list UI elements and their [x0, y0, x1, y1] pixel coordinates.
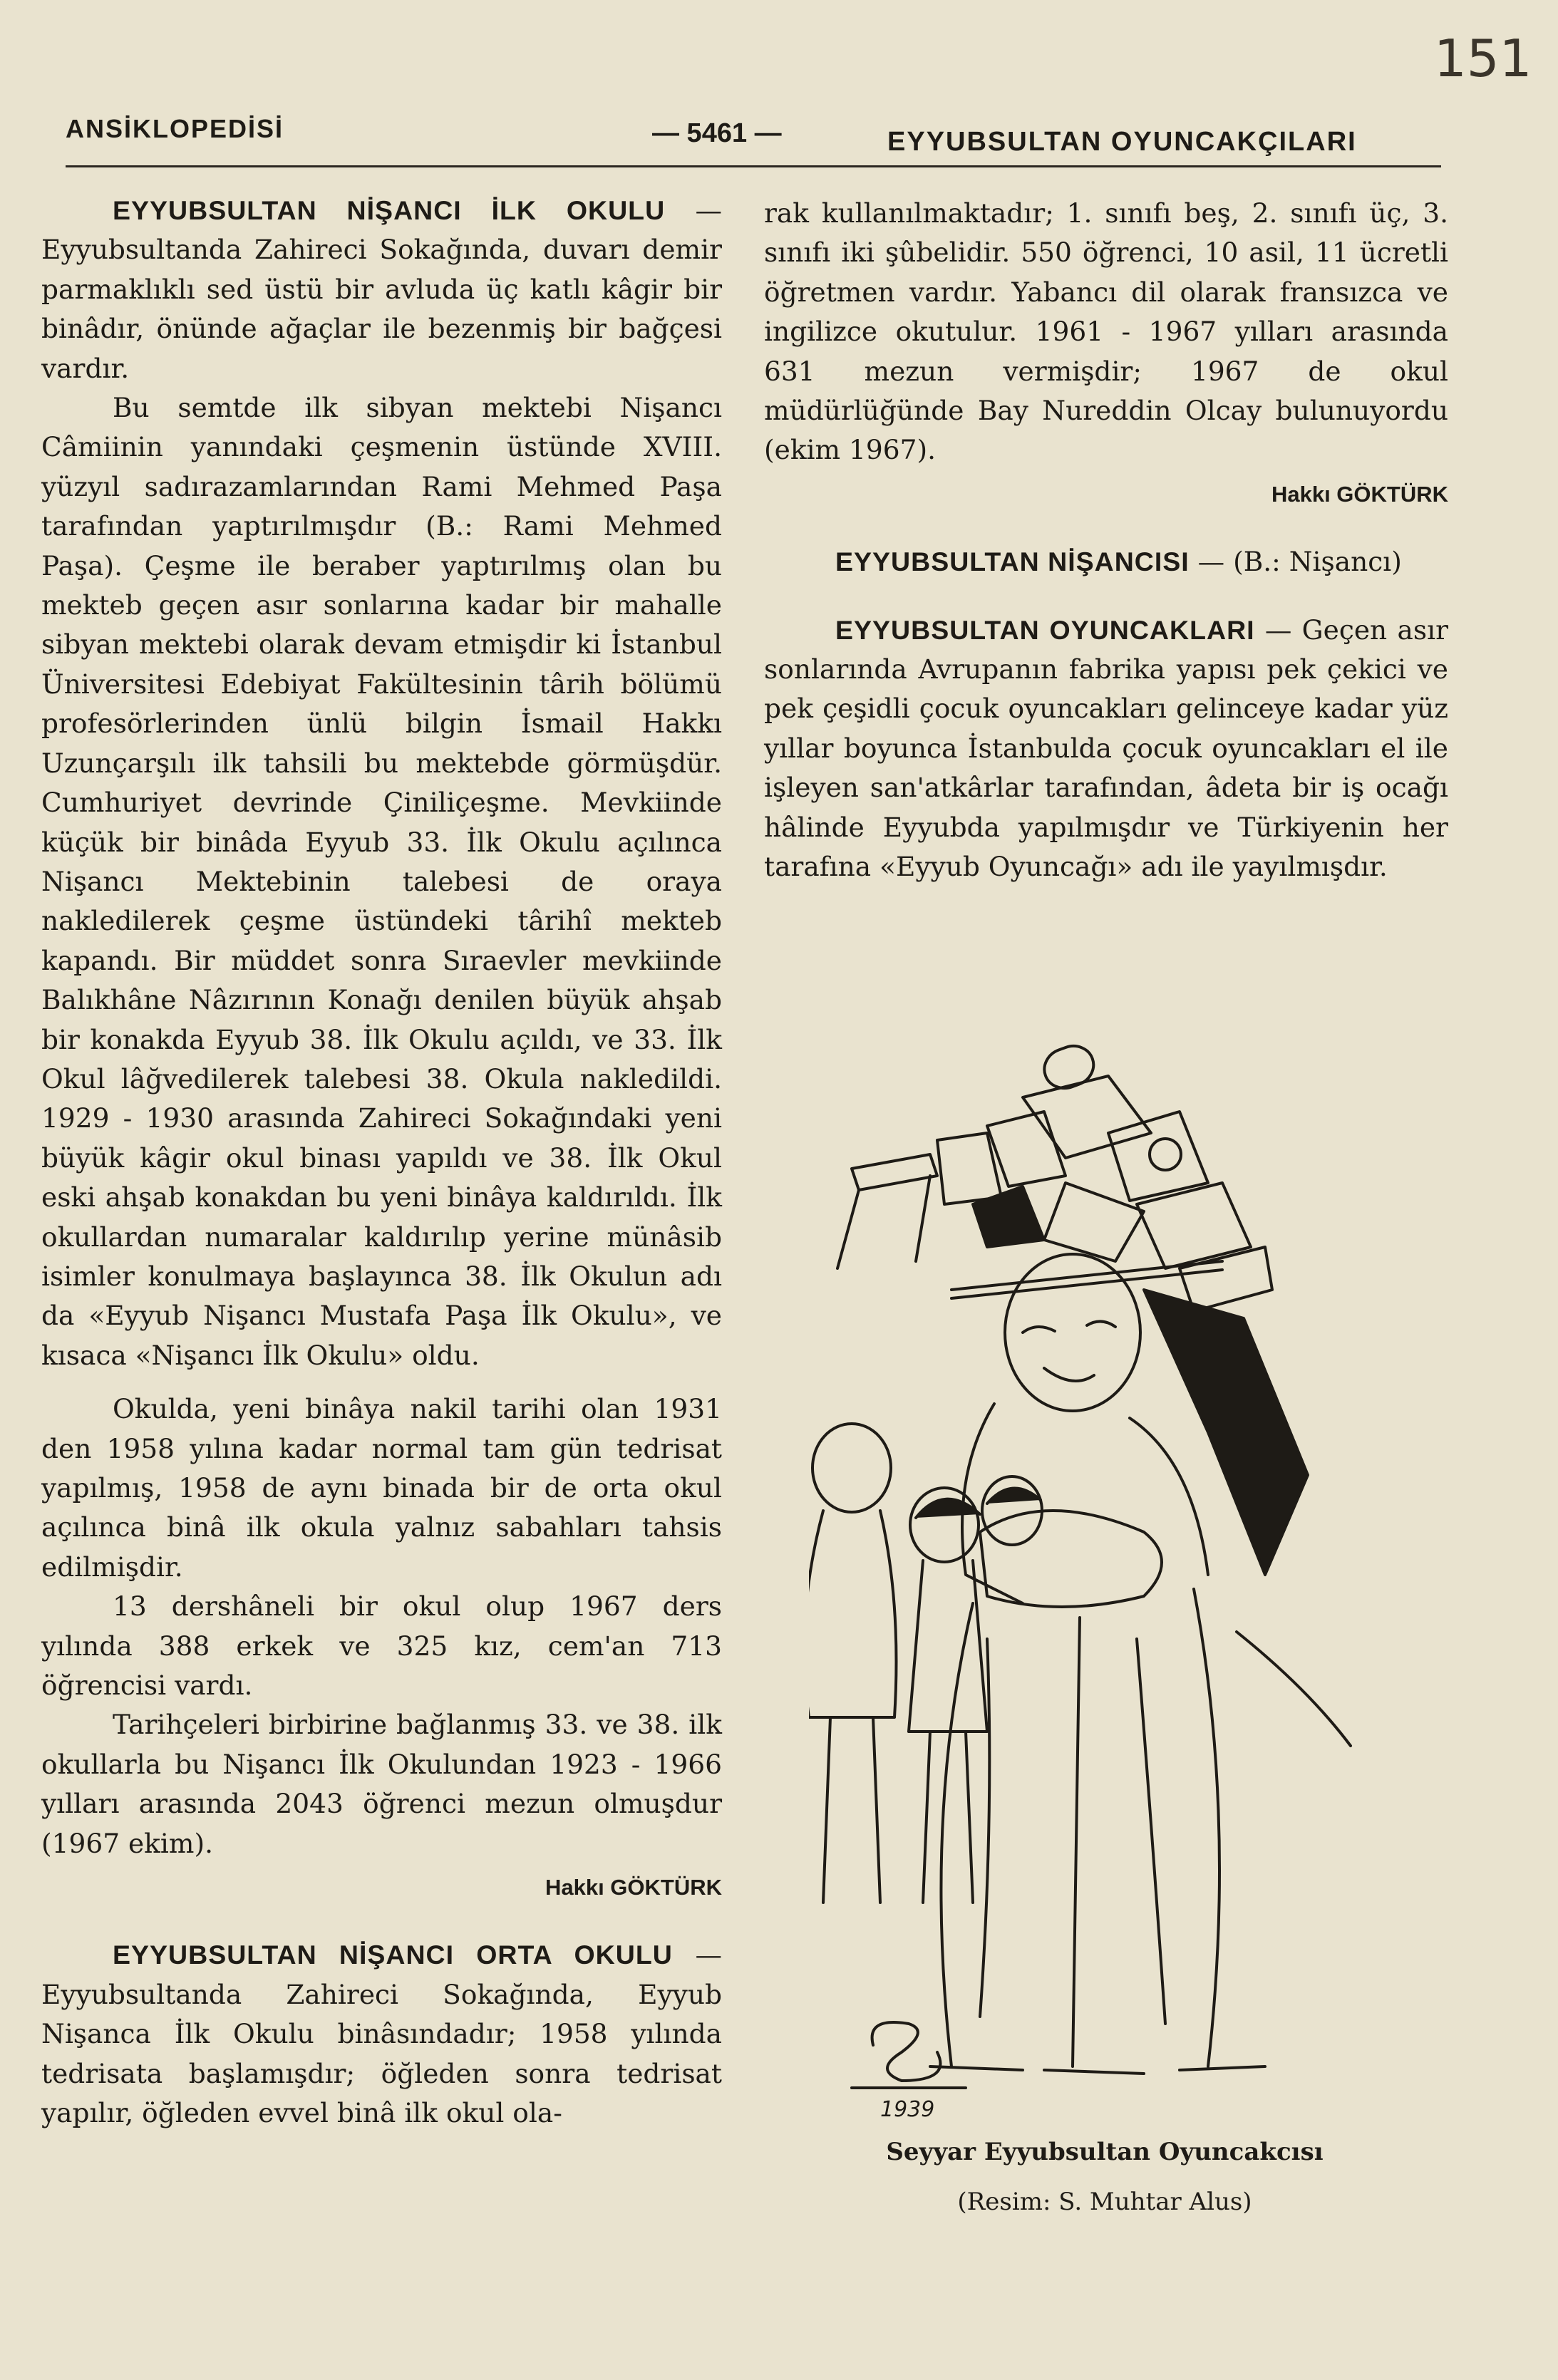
- figure-caption: Seyyar Eyyubsultan Oyuncakcısı: [886, 2138, 1324, 2166]
- children-figures: [809, 1424, 1042, 1903]
- paragraph: Tarihçeleri birbirine bağlanmış 33. ve 38. ilk okullarla bu Nişancı İlk Okulundan 1923 - 1966 yılları arasında 2043 öğrenci mezun olmuşdur (1967 ekim).: [41, 1709, 722, 1859]
- article-text: — Eyyubsultanda Zahireci Sokağında, duvarı demir parmaklıklı sed üstü bir avluda üç katlı kâgir bir binâdır, önünde ağaçlar ile bezenmiş bir bağçesi vardır.: [41, 195, 723, 384]
- author-signature: Hakkı GÖKTÜRK: [545, 1875, 722, 1900]
- article-text: — Geçen asır sonlarında Avrupanın fabrika yapısı pek çekici ve pek çeşidli çocuk oyuncakları gelinceye kadar yüz yıllar boyunca İstanbulda çocuk oyuncakları el ile işleyen san'atkârlar tarafından, âdeta bir iş ocağı hâlinde Eyyubda yapılmışdır ve Türkiyenin her tarafına «Eyyub Oyuncağı» adı ile yayılmışdır.: [764, 614, 1448, 883]
- paragraph: rak kullanılmaktadır; 1. sınıfı beş, 2. sınıfı üç, 3. sınıfı iki şûbelidir. 550 öğrenci, 10 asil, 11 ücretli öğretmen vardır. Yabancı dil olarak fransızca ve ingilizce okutulur. 1961 - 1967 yılları arasında 631 mezun vermişdir; 1967 de okul müdürlüğünde Bay Nureddin Olcay bulunuyordu (ekim 1967).: [764, 197, 1448, 466]
- article-heading: EYYUBSULTAN NİŞANCISI: [835, 547, 1190, 577]
- paragraph: 13 dershâneli bir okul olup 1967 ders yılında 388 erkek ve 325 kız, cem'an 713 öğrencisi vardı.: [41, 1590, 722, 1702]
- article-nisanci-ilk-okulu-intro: [41, 191, 722, 388]
- vendor-figure: [930, 1254, 1351, 2074]
- article-text: — (B.: Nişancı): [1189, 546, 1402, 578]
- article-heading: EYYUBSULTAN OYUNCAKLARI: [835, 614, 1255, 645]
- author-signature: Hakkı GÖKTÜRK: [1271, 481, 1448, 507]
- page-mark: 151: [1434, 29, 1532, 88]
- article-text: — Eyyubsultanda Zahireci Sokağında, Eyyub Nişanca İlk Okulu binâsındadır; 1958 yılında tedrisata başlamışdır; öğleden sonra tedrisat yapılır, öğleden evvel binâ ilk okul ola-: [41, 1939, 722, 2129]
- running-head-right: EYYUBSULTAN OYUNCAKÇILARI: [887, 127, 1357, 157]
- article-oyuncaklari: [764, 611, 1448, 887]
- article-nisanci-orta-okulu-intro: [41, 1935, 722, 2133]
- figure-credit: (Resim: S. Muhtar Alus): [957, 2188, 1252, 2216]
- toy-vendor-illustration: [809, 1033, 1422, 2145]
- article-heading: EYYUBSULTAN NİŞANCI İLK OKULU: [113, 195, 666, 225]
- article-nisancisi: [764, 542, 1448, 581]
- header-rule: [66, 165, 1441, 167]
- left-column: [41, 191, 722, 2133]
- toy-load: [837, 1040, 1272, 1311]
- running-head-left: ANSİKLOPEDİSİ: [66, 114, 284, 143]
- paragraph: Okulda, yeni binâya nakil tarihi olan 1931 den 1958 yılına kadar normal tam gün tedrisat yapılmış, 1958 de aynı binada bir de orta okul açılınca binâ ilk okula yalnız sabahları tahsis edilmişdir.: [41, 1393, 722, 1583]
- right-column: [764, 194, 1448, 887]
- drawing-year: 1939: [880, 2097, 935, 2122]
- article-heading: EYYUBSULTAN NİŞANCI ORTA OKULU: [113, 1940, 673, 1970]
- paragraph: Bu semtde ilk sibyan mektebi Nişancı Câmiinin yanındaki çeşmenin üstünde XVIII. yüzyıl sadırazamlarından Rami Mehmed Paşa tarafından yaptırılmışdır (B.: Rami Mehmed Paşa). Çeşme ile beraber yaptırılmış olan bu mekteb geçen asır sonlarına kadar bir mahalle sibyan mektebi olarak devam etmişdir ki İstanbul Üniversitesi Edebiyat Fakültesinin târih bölümü profesörlerinden ünlü bilgin İsmail Hakkı Uzunçarşılı ilk tahsili bu mektebde görmüşdür. Cumhuriyet devrinde Çiniliçeşme. Mevkiinde küçük bir binâda Eyyub 33. İlk Okulu açılınca Nişancı Mektebinin talebesi de oraya nakledilerek çeşme üstündeki târihî mekteb kapandı. Bir müddet sonra Sıraevler mevkiinde Balıkhâne Nâzırının Konağı denilen büyük ahşab bir konakda Eyyub 38. İlk Okulu açıldı, ve 33. İlk Okul lâğvedilerek talebesi 38. Okula nakledildi. 1929 - 1930 arasında Zahireci Sokağındaki yeni büyük kâgir okul binası yapıldı ve 38. İlk Okul eski ahşab konakdan bu yeni binâya kaldırıldı. İlk okullardan numaralar kaldırılıp yerine münâsib isimler konulmaya başlayınca 38. İlk Okulun adı da «Eyyub Nişancı Mustafa Paşa İlk Okulu», ve kısaca «Nişancı İlk Okulu» oldu.: [41, 392, 722, 1371]
- page-number: — 5461 —: [652, 118, 782, 148]
